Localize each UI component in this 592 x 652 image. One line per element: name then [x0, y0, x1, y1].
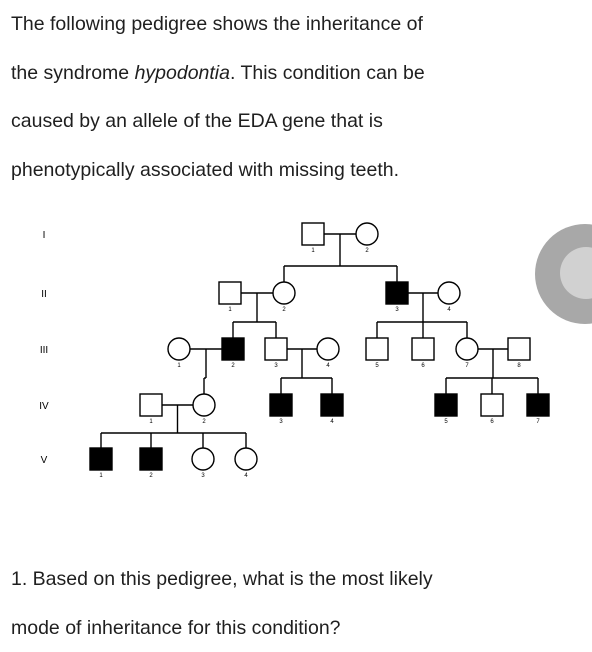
individual-iv-5-number: 5	[444, 419, 448, 425]
individual-iv-6-male	[481, 394, 503, 416]
individual-iv-6-number: 6	[490, 419, 494, 425]
pedigree-figure	[13, 209, 574, 494]
intro-line-2-before: the syndrome	[11, 62, 135, 84]
individual-ii-2-female	[273, 282, 295, 304]
individual-ii-4-female	[438, 282, 460, 304]
individual-iii-4-female	[317, 338, 339, 360]
individual-ii-2-number: 2	[282, 307, 286, 313]
individual-iii-1-number: 1	[177, 363, 181, 369]
generation-label-I: I	[43, 230, 46, 241]
individual-iii-3-number: 3	[274, 363, 278, 369]
individual-v-4-number: 4	[244, 473, 248, 479]
syndrome-name: hypodontia	[135, 62, 230, 84]
individual-iii-2-affected-male	[222, 338, 244, 360]
individual-v-1-number: 1	[99, 473, 103, 479]
scroll-handle-center	[560, 247, 592, 299]
question-line-2: mode of inheritance for this condition?	[11, 604, 586, 652]
individual-iii-4-number: 4	[326, 363, 330, 369]
individual-iii-3-male	[265, 338, 287, 360]
individual-iii-8-male	[508, 338, 530, 360]
individual-ii-3-number: 3	[395, 307, 399, 313]
individual-ii-4-number: 4	[447, 307, 451, 313]
individual-v-1-affected-male	[90, 448, 112, 470]
individual-ii-1-male	[219, 282, 241, 304]
individual-iv-4-number: 4	[330, 419, 334, 425]
individual-iv-1-number: 1	[149, 419, 153, 425]
individual-iii-2-number: 2	[231, 363, 235, 369]
intro-line-3: caused by an allele of the EDA gene that is	[11, 97, 586, 146]
individual-iv-2-female	[193, 394, 215, 416]
individual-iii-6-male	[412, 338, 434, 360]
individual-iii-7-female	[456, 338, 478, 360]
intro-paragraph	[11, 0, 586, 194]
individual-iii-6-number: 6	[421, 363, 425, 369]
individual-iv-7-affected-male	[527, 394, 549, 416]
intro-line-2	[11, 49, 586, 98]
individual-v-4-female	[235, 448, 257, 470]
individual-iv-3-number: 3	[279, 419, 283, 425]
individual-ii-3-affected-male	[386, 282, 408, 304]
individual-iv-1-male	[140, 394, 162, 416]
individual-iii-5-number: 5	[375, 363, 379, 369]
pedigree-chart	[13, 209, 574, 494]
individual-iv-5-affected-male	[435, 394, 457, 416]
individual-v-2-affected-male	[140, 448, 162, 470]
generation-label-IV: IV	[39, 401, 49, 412]
individual-ii-1-number: 1	[228, 307, 232, 313]
individual-v-3-number: 3	[201, 473, 205, 479]
intro-line-1: The following pedigree shows the inheritance of	[11, 0, 586, 49]
individual-v-3-female	[192, 448, 214, 470]
individual-v-2-number: 2	[149, 473, 153, 479]
individual-i-2-number: 2	[365, 248, 369, 254]
intro-line-2-after: . This condition can be	[230, 62, 425, 84]
individual-iv-4-affected-male	[321, 394, 343, 416]
intro-line-4: phenotypically associated with missing teeth.	[11, 146, 586, 195]
individual-iv-3-affected-male	[270, 394, 292, 416]
individual-iii-5-male	[366, 338, 388, 360]
generation-label-II: II	[41, 289, 47, 300]
individual-i-1-number: 1	[311, 248, 315, 254]
individual-iii-1-female	[168, 338, 190, 360]
generation-label-V: V	[41, 455, 48, 466]
question-block	[11, 555, 586, 652]
individual-iii-7-number: 7	[465, 363, 469, 369]
individual-iv-7-number: 7	[536, 419, 540, 425]
individual-i-1-male	[302, 223, 324, 245]
individual-iv-2-number: 2	[202, 419, 206, 425]
generation-label-III: III	[40, 345, 48, 356]
question-line-1: 1. Based on this pedigree, what is the most likely	[11, 555, 586, 604]
individual-i-2-female	[356, 223, 378, 245]
individual-iii-8-number: 8	[517, 363, 521, 369]
